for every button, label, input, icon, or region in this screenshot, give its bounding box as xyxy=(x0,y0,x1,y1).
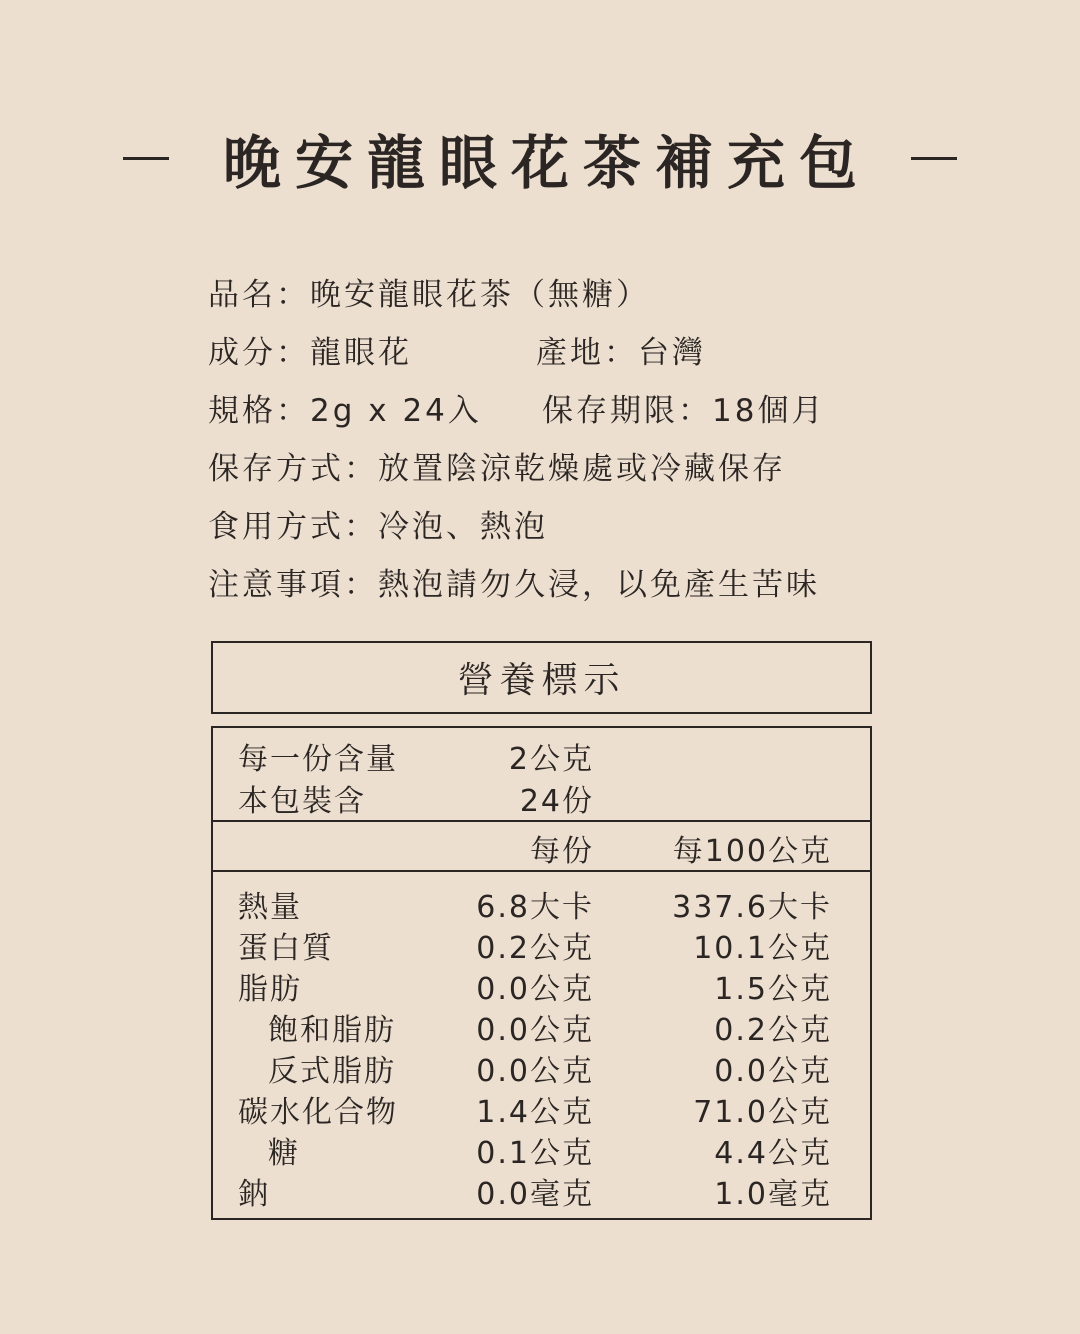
title-dash-right xyxy=(911,157,957,160)
servings-value: 24份 xyxy=(519,784,594,819)
nutrition-title-box xyxy=(211,641,872,714)
product-name: 品名：晚安龍眼花茶（無糖） xyxy=(208,277,650,313)
shelf-life: 保存期限：18個月 xyxy=(542,393,826,429)
title-dash-left xyxy=(123,157,169,160)
nutrient-label: 糖 xyxy=(268,1136,300,1171)
nutrient-per-serving: 0.0公克 xyxy=(476,972,594,1007)
nutrient-per-serving: 6.8大卡 xyxy=(476,890,594,925)
nutrient-per-100: 1.5公克 xyxy=(714,972,832,1007)
nutrient-per-serving: 0.1公克 xyxy=(476,1136,594,1171)
nutrient-label: 熱量 xyxy=(238,890,302,925)
nutrient-per-serving: 0.0公克 xyxy=(476,1013,594,1048)
page-title xyxy=(0,118,1080,198)
info-row-storage xyxy=(208,440,908,498)
info-row-name xyxy=(208,266,908,324)
nutrient-per-100: 1.0毫克 xyxy=(714,1177,832,1212)
info-row-ingredients xyxy=(208,324,908,382)
info-row-notes xyxy=(208,556,908,614)
nutrient-per-100: 10.1公克 xyxy=(693,931,832,966)
column-header-section xyxy=(213,822,870,872)
product-info xyxy=(208,266,908,614)
nutrient-label: 脂肪 xyxy=(238,972,302,1007)
title-text: 晚安龍眼花茶補充包 xyxy=(222,129,871,197)
origin: 產地：台灣 xyxy=(536,335,706,371)
nutrient-per-serving: 0.0毫克 xyxy=(476,1177,594,1212)
nutrient-per-serving: 0.0公克 xyxy=(476,1054,594,1089)
spec: 規格：2g x 24入 xyxy=(208,393,482,429)
servings-label: 本包裝含 xyxy=(238,784,366,819)
nutrient-per-100: 4.4公克 xyxy=(714,1136,832,1171)
notes: 注意事項：熱泡請勿久浸，以免產生苦味 xyxy=(208,567,820,603)
nutrient-per-100: 0.2公克 xyxy=(714,1013,832,1048)
col-per-100: 每100公克 xyxy=(672,834,832,869)
nutrient-per-serving: 0.2公克 xyxy=(476,931,594,966)
serving-label: 每一份含量 xyxy=(238,742,398,777)
nutrient-section xyxy=(213,872,870,1218)
nutrient-label: 鈉 xyxy=(238,1177,270,1212)
nutrient-label: 蛋白質 xyxy=(238,931,334,966)
usage: 食用方式：冷泡、熱泡 xyxy=(208,509,548,545)
ingredients: 成分：龍眼花 xyxy=(208,335,412,371)
nutrient-per-100: 337.6大卡 xyxy=(672,890,832,925)
nutrient-per-100: 0.0公克 xyxy=(714,1054,832,1089)
storage: 保存方式：放置陰涼乾燥處或冷藏保存 xyxy=(208,451,786,487)
nutrient-label: 反式脂肪 xyxy=(268,1054,396,1089)
serving-section xyxy=(213,728,870,822)
info-row-usage xyxy=(208,498,908,556)
nutrient-label: 飽和脂肪 xyxy=(268,1013,396,1048)
info-row-spec xyxy=(208,382,908,440)
nutrient-per-100: 71.0公克 xyxy=(693,1095,832,1130)
nutrient-label: 碳水化合物 xyxy=(238,1095,398,1130)
serving-value: 2公克 xyxy=(508,742,594,777)
nutrition-title: 營養標示 xyxy=(457,660,626,701)
nutrient-per-serving: 1.4公克 xyxy=(476,1095,594,1130)
nutrition-table xyxy=(211,726,872,1220)
col-per-serving: 每份 xyxy=(530,834,594,869)
